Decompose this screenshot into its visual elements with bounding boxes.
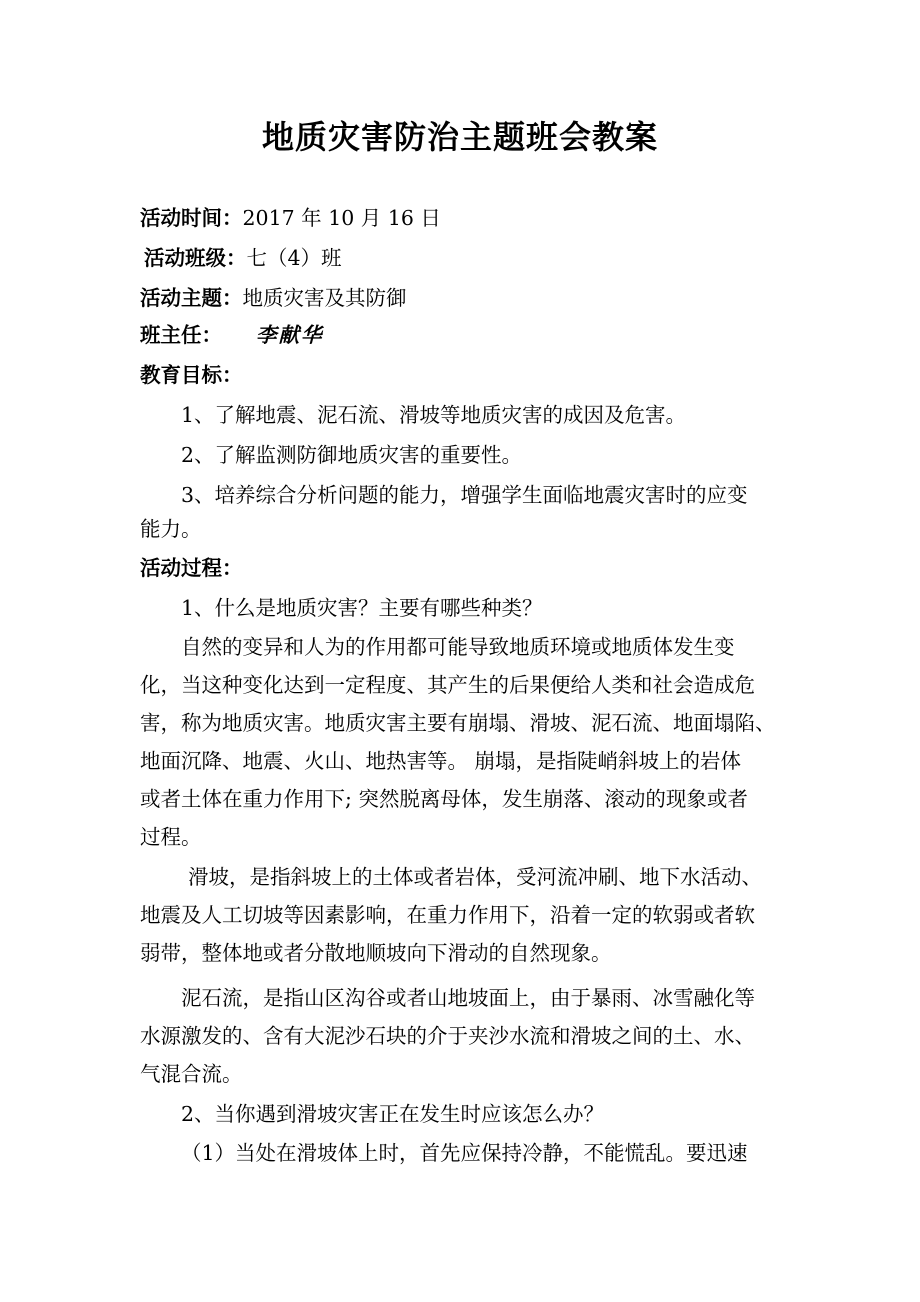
- body-text-line: 泥石流，是指山区沟谷或者山地坡面上，由于暴雨、冰雪融化等: [181, 986, 755, 1010]
- body-text-line: 自然的变异和人为的作用都可能导致地质环境或地质体发生变: [181, 635, 735, 659]
- activity-time-value: 2017 年 10 月 16 日: [242, 206, 441, 230]
- body-text-line: 害，称为地质灾害。地质灾害主要有崩塌、滑坡、泥石流、地面塌陷、: [140, 711, 776, 735]
- body-text-line: 或者土体在重力作用下; 突然脱离母体，发生崩落、滚动的现象或者: [140, 787, 748, 811]
- body-text-line: 弱带，整体地或者分散地顺坡向下滑动的自然现象。: [140, 941, 612, 965]
- goal-item: 3、培养综合分析问题的能力，增强学生面临地震灾害时的应变: [181, 483, 748, 507]
- body-text-line: 地震及人工切坡等因素影响，在重力作用下，沿着一定的软弱或者软: [140, 903, 755, 927]
- goals-heading: 教育目标：: [140, 363, 243, 387]
- activity-time-label: 活动时间：: [140, 206, 243, 230]
- activity-class-label: 活动班级：: [144, 246, 247, 270]
- goal-item-continued: 能力。: [140, 517, 202, 541]
- activity-class-value: 七（4）班: [246, 246, 342, 270]
- goal-item: 2、了解监测防御地质灾害的重要性。: [181, 443, 523, 467]
- body-text-line: 水源激发的、含有大泥沙石块的介于夹沙水流和滑坡之间的土、水、: [140, 1024, 755, 1048]
- activity-theme-label: 活动主题：: [140, 286, 243, 310]
- activity-class-line: [140, 243, 804, 273]
- process-question: 2、当你遇到滑坡灾害正在发生时应该怎么办？: [181, 1102, 605, 1126]
- body-text-line: 滑坡，是指斜坡上的土体或者岩体，受河流冲刷、地下水活动、: [188, 865, 762, 889]
- body-text-line: 地面沉降、地震、火山、地热害等。 崩塌，是指陡峭斜坡上的岩体: [140, 749, 742, 773]
- body-text-line: 过程。: [140, 825, 202, 849]
- head-teacher-line: [140, 320, 800, 350]
- goal-item: 1、了解地震、泥石流、滑坡等地质灾害的成因及危害。: [181, 403, 687, 427]
- activity-time-line: [140, 203, 800, 233]
- process-question: 1、什么是地质灾害？主要有哪些种类？: [181, 596, 543, 620]
- document-title: 地质灾害防治主题班会教案: [261, 118, 658, 156]
- process-heading: 活动过程：: [140, 556, 243, 580]
- body-text-line: 化，当这种变化达到一定程度、其产生的后果便给人类和社会造成危: [140, 673, 755, 697]
- head-teacher-label: 班主任：: [140, 323, 222, 347]
- activity-theme-line: [140, 283, 800, 313]
- head-teacher-name: 李献华: [256, 323, 324, 347]
- activity-theme-value: 地质灾害及其防御: [242, 286, 407, 310]
- body-text-line: （1）当处在滑坡体上时，首先应保持冷静，不能慌乱。要迅速: [181, 1141, 748, 1165]
- body-text-line: 气混合流。: [140, 1062, 243, 1086]
